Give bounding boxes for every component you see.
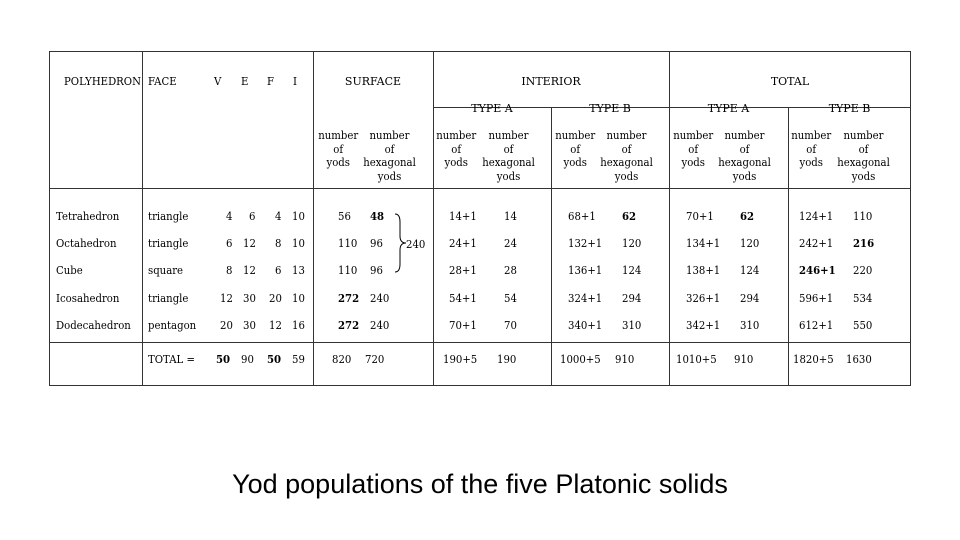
subheader-total-a-yods: number of yods xyxy=(673,129,714,169)
col-divider xyxy=(551,107,552,385)
table-cell-s-yods: 56 xyxy=(338,210,351,223)
table-cell-tb-hex: 220 xyxy=(853,264,873,277)
table-cell-ta-yods: 138+1 xyxy=(686,264,721,277)
table-cell-f: 8 xyxy=(275,237,282,250)
totals-surface-hex: 720 xyxy=(365,353,385,366)
polyhedron-name: Dodecahedron xyxy=(56,319,131,332)
table-cell-v: 6 xyxy=(226,237,233,250)
table-cell-v: 4 xyxy=(226,210,233,223)
table-cell-i: 10 xyxy=(292,237,305,250)
table-cell-s-hex: 96 xyxy=(370,264,383,277)
table-cell-s-yods: 272 xyxy=(338,292,360,305)
subheader-total-b-hex-yods: number of hexagonal yods xyxy=(837,129,890,183)
row-divider xyxy=(50,188,910,189)
table-cell-ib-yods: 324+1 xyxy=(568,292,603,305)
table-cell-v: 20 xyxy=(220,319,233,332)
polyhedron-name: Octahedron xyxy=(56,237,117,250)
table-cell-ia-yods: 24+1 xyxy=(449,237,477,250)
subheader-surface-hex-yods: number of hexagonal yods xyxy=(363,129,416,183)
table-cell-s-hex: 96 xyxy=(370,237,383,250)
totals-total-a-hex: 910 xyxy=(734,353,754,366)
table-cell-ta-hex: 62 xyxy=(740,210,755,223)
header-interior-type-a: TYPE A xyxy=(471,102,513,115)
table-cell-s-yods: 272 xyxy=(338,319,360,332)
totals-i: 59 xyxy=(292,353,305,366)
col-divider xyxy=(788,107,789,385)
table-cell-ib-yods: 132+1 xyxy=(568,237,603,250)
table-cell-tb-hex: 110 xyxy=(853,210,873,223)
totals-total-b-yods: 1820+5 xyxy=(793,353,834,366)
header-v: V xyxy=(214,75,222,88)
subheader-surface-yods: number of yods xyxy=(318,129,359,169)
header-total: TOTAL xyxy=(770,75,810,88)
polyhedron-name: Tetrahedron xyxy=(56,210,120,223)
totals-total-b-hex: 1630 xyxy=(846,353,872,366)
subheader-interior-a-hex-yods: number of hexagonal yods xyxy=(482,129,535,183)
table-cell-f: 12 xyxy=(269,319,282,332)
table-cell-ta-hex: 294 xyxy=(740,292,760,305)
col-divider xyxy=(313,52,314,385)
table-cell-ia-hex: 28 xyxy=(504,264,517,277)
table-cell-ta-hex: 310 xyxy=(740,319,760,332)
polyhedra-table xyxy=(49,51,911,386)
totals-interior-a-hex: 190 xyxy=(497,353,517,366)
table-cell-ib-hex: 294 xyxy=(622,292,642,305)
header-f: F xyxy=(267,75,275,88)
table-cell-tb-yods: 124+1 xyxy=(799,210,834,223)
totals-e: 90 xyxy=(241,353,254,366)
table-cell-i: 16 xyxy=(292,319,305,332)
table-cell-face: square xyxy=(148,264,184,277)
header-interior-type-b: TYPE B xyxy=(589,102,631,115)
table-cell-e: 30 xyxy=(243,319,256,332)
header-total-type-a: TYPE A xyxy=(707,102,750,115)
totals-interior-b-hex: 910 xyxy=(615,353,635,366)
table-cell-face: triangle xyxy=(148,210,189,223)
table-cell-face: triangle xyxy=(148,292,189,305)
table-cell-ta-yods: 134+1 xyxy=(686,237,721,250)
table-cell-face: pentagon xyxy=(148,319,197,332)
subheader-interior-a-yods: number of yods xyxy=(436,129,477,169)
row-divider xyxy=(50,342,910,343)
table-cell-ib-yods: 136+1 xyxy=(568,264,603,277)
col-divider xyxy=(142,52,143,385)
table-cell-ta-hex: 120 xyxy=(740,237,760,250)
table-cell-ib-hex: 120 xyxy=(622,237,642,250)
table-cell-ia-hex: 54 xyxy=(504,292,517,305)
table-cell-tb-yods: 246+1 xyxy=(799,264,836,277)
table-cell-f: 20 xyxy=(269,292,282,305)
polyhedron-name: Cube xyxy=(56,264,83,277)
header-face: FACE xyxy=(148,75,177,88)
table-cell-ia-yods: 14+1 xyxy=(449,210,477,223)
header-i: I xyxy=(293,75,298,88)
table-cell-v: 12 xyxy=(220,292,233,305)
table-cell-i: 13 xyxy=(292,264,305,277)
table-cell-e: 6 xyxy=(249,210,256,223)
table-cell-v: 8 xyxy=(226,264,233,277)
table-cell-i: 10 xyxy=(292,210,305,223)
figure-caption: Yod populations of the five Platonic solids xyxy=(232,469,728,499)
table-cell-ib-hex: 124 xyxy=(622,264,642,277)
table-cell-e: 12 xyxy=(243,264,256,277)
table-cell-ia-yods: 54+1 xyxy=(449,292,477,305)
table-cell-f: 4 xyxy=(275,210,282,223)
table-cell-s-hex: 48 xyxy=(370,210,385,223)
table-cell-ia-hex: 24 xyxy=(504,237,517,250)
table-cell-ib-yods: 68+1 xyxy=(568,210,596,223)
table-cell-ta-yods: 70+1 xyxy=(686,210,714,223)
table-cell-e: 30 xyxy=(243,292,256,305)
totals-surface-yods: 820 xyxy=(332,353,352,366)
table-cell-ta-hex: 124 xyxy=(740,264,760,277)
table-cell-tb-hex: 534 xyxy=(853,292,873,305)
subheader-interior-b-hex-yods: number of hexagonal yods xyxy=(600,129,653,183)
table-cell-ib-yods: 340+1 xyxy=(568,319,603,332)
subheader-total-a-hex-yods: number of hexagonal yods xyxy=(718,129,771,183)
table-cell-ta-yods: 342+1 xyxy=(686,319,721,332)
table-cell-face: triangle xyxy=(148,237,189,250)
table-cell-f: 6 xyxy=(275,264,282,277)
table-cell-i: 10 xyxy=(292,292,305,305)
header-total-type-b: TYPE B xyxy=(828,102,871,115)
table-cell-tb-hex: 216 xyxy=(853,237,875,250)
totals-f: 50 xyxy=(267,353,282,366)
table-cell-tb-yods: 612+1 xyxy=(799,319,834,332)
subheader-total-b-yods: number of yods xyxy=(791,129,832,169)
table-cell-s-yods: 110 xyxy=(338,264,358,277)
table-cell-s-yods: 110 xyxy=(338,237,358,250)
table-cell-tb-yods: 596+1 xyxy=(799,292,834,305)
totals-interior-b-yods: 1000+5 xyxy=(560,353,601,366)
totals-label: TOTAL = xyxy=(148,353,195,366)
table-cell-tb-yods: 242+1 xyxy=(799,237,834,250)
table-cell-ia-hex: 70 xyxy=(504,319,517,332)
totals-total-a-yods: 1010+5 xyxy=(676,353,717,366)
header-polyhedron: POLYHEDRON xyxy=(64,75,141,88)
table-cell-ta-yods: 326+1 xyxy=(686,292,721,305)
polyhedron-name: Icosahedron xyxy=(56,292,120,305)
totals-v: 50 xyxy=(216,353,231,366)
table-cell-ia-yods: 28+1 xyxy=(449,264,477,277)
table-cell-ia-yods: 70+1 xyxy=(449,319,477,332)
table-cell-tb-hex: 550 xyxy=(853,319,873,332)
table-cell-ib-hex: 62 xyxy=(622,210,637,223)
totals-interior-a-yods: 190+5 xyxy=(443,353,478,366)
header-interior: INTERIOR xyxy=(521,75,581,88)
table-cell-e: 12 xyxy=(243,237,256,250)
brace-total: 240 xyxy=(406,238,426,251)
subheader-interior-b-yods: number of yods xyxy=(555,129,596,169)
table-cell-s-hex: 240 xyxy=(370,292,390,305)
table-cell-ib-hex: 310 xyxy=(622,319,642,332)
table-cell-s-hex: 240 xyxy=(370,319,390,332)
table-cell-ia-hex: 14 xyxy=(504,210,517,223)
header-e: E xyxy=(241,75,249,88)
header-surface: SURFACE xyxy=(344,75,402,88)
